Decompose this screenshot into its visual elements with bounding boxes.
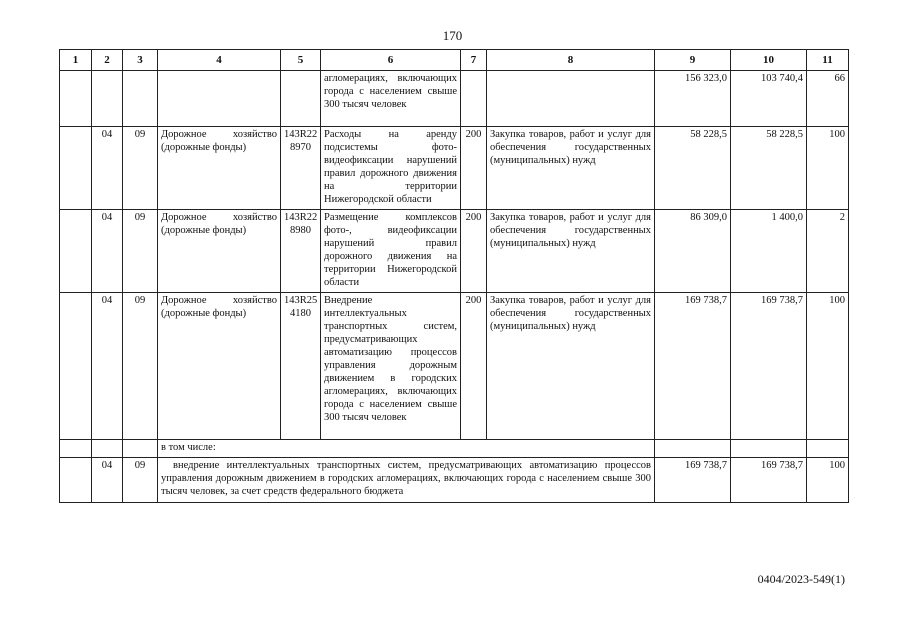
cell-description: агломерациях, включающих города с населением свыше 300 тысяч человек <box>321 71 461 127</box>
including-label: в том числе: <box>158 440 655 458</box>
cell-expense-type: Закупка товаров, работ и услуг для обеспечения государственных (муниципальных) нужд <box>487 293 655 440</box>
cell-description: Размещение комплексов фото-, видеофиксации нарушений правил дорожного движения на территории Нижегородской области <box>321 210 461 293</box>
cell-empty <box>60 127 92 210</box>
cell-name: Дорожное хозяйство (дорожные фонды) <box>158 210 281 293</box>
cell-empty <box>60 293 92 440</box>
header-cell: 11 <box>807 50 849 71</box>
budget-table <box>59 49 849 503</box>
header-cell: 4 <box>158 50 281 71</box>
header-cell: 5 <box>281 50 321 71</box>
cell-expense-code: 200 <box>461 127 487 210</box>
cell-section: 04 <box>92 458 123 503</box>
header-cell: 6 <box>321 50 461 71</box>
cell-planned: 156 323,0 <box>655 71 731 127</box>
cell-empty <box>60 71 92 127</box>
header-row <box>60 50 849 71</box>
cell-actual: 58 228,5 <box>731 127 807 210</box>
cell-target-code: 143R22 8980 <box>281 210 321 293</box>
table-row <box>60 293 849 440</box>
cell-percent: 100 <box>807 127 849 210</box>
cell-planned: 169 738,7 <box>655 458 731 503</box>
cell-percent: 100 <box>807 458 849 503</box>
cell-empty <box>60 440 92 458</box>
cell-name: Дорожное хозяйство (дорожные фонды) <box>158 293 281 440</box>
page-number: 170 <box>442 28 463 43</box>
cell-subsection: 09 <box>123 458 158 503</box>
cell-section <box>92 71 123 127</box>
cell-subsection: 09 <box>123 210 158 293</box>
cell-subsection: 09 <box>123 127 158 210</box>
cell-expense-type: Закупка товаров, работ и услуг для обеспечения государственных (муниципальных) нужд <box>487 210 655 293</box>
cell-empty <box>807 440 849 458</box>
cell-actual: 1 400,0 <box>731 210 807 293</box>
cell-target-code: 143R22 8970 <box>281 127 321 210</box>
cell-subsection <box>123 71 158 127</box>
cell-planned: 169 738,7 <box>655 293 731 440</box>
cell-empty <box>60 458 92 503</box>
cell-sub-description: внедрение интеллектуальных транспортных систем, предусматривающих автоматизацию процессов управления дорожным движением в городских агломерациях, включающих города с населением свыше 300 тысяч человек, за счет средств федерального бюджета <box>158 458 655 503</box>
cell-empty <box>92 440 123 458</box>
cell-empty <box>731 440 807 458</box>
cell-actual: 169 738,7 <box>731 293 807 440</box>
table-row <box>60 458 849 503</box>
cell-empty <box>60 210 92 293</box>
cell-section: 04 <box>92 293 123 440</box>
cell-subsection: 09 <box>123 293 158 440</box>
cell-empty <box>655 440 731 458</box>
cell-target-code: 143R25 4180 <box>281 293 321 440</box>
cell-percent: 2 <box>807 210 849 293</box>
cell-name <box>158 71 281 127</box>
cell-percent: 66 <box>807 71 849 127</box>
cell-target-code <box>281 71 321 127</box>
cell-expense-type: Закупка товаров, работ и услуг для обеспечения государственных (муниципальных) нужд <box>487 127 655 210</box>
table-row <box>60 71 849 127</box>
cell-planned: 86 309,0 <box>655 210 731 293</box>
header-cell: 9 <box>655 50 731 71</box>
cell-name: Дорожное хозяйство (дорожные фонды) <box>158 127 281 210</box>
header-cell: 10 <box>731 50 807 71</box>
header-cell: 7 <box>461 50 487 71</box>
cell-percent: 100 <box>807 293 849 440</box>
table-row <box>60 127 849 210</box>
cell-section: 04 <box>92 127 123 210</box>
cell-expense-code: 200 <box>461 210 487 293</box>
cell-expense-code: 200 <box>461 293 487 440</box>
cell-actual: 103 740,4 <box>731 71 807 127</box>
including-row <box>60 440 849 458</box>
cell-expense-code <box>461 71 487 127</box>
cell-description: Расходы на аренду подсистемы фото-видеофиксации нарушений правил дорожного движения на территории Нижегородской области <box>321 127 461 210</box>
header-cell: 2 <box>92 50 123 71</box>
header-cell: 3 <box>123 50 158 71</box>
document-code: 0404/2023-549(1) <box>757 572 845 586</box>
cell-planned: 58 228,5 <box>655 127 731 210</box>
header-cell: 1 <box>60 50 92 71</box>
cell-empty <box>123 440 158 458</box>
cell-section: 04 <box>92 210 123 293</box>
header-cell: 8 <box>487 50 655 71</box>
table-row <box>60 210 849 293</box>
cell-expense-type <box>487 71 655 127</box>
cell-description: Внедрение интеллектуальных транспортных систем, предусматривающих автоматизацию процессов управления дорожным движением в городских агломерациях, включающих города с населением свыше 300 тысяч человек <box>321 293 461 440</box>
cell-actual: 169 738,7 <box>731 458 807 503</box>
